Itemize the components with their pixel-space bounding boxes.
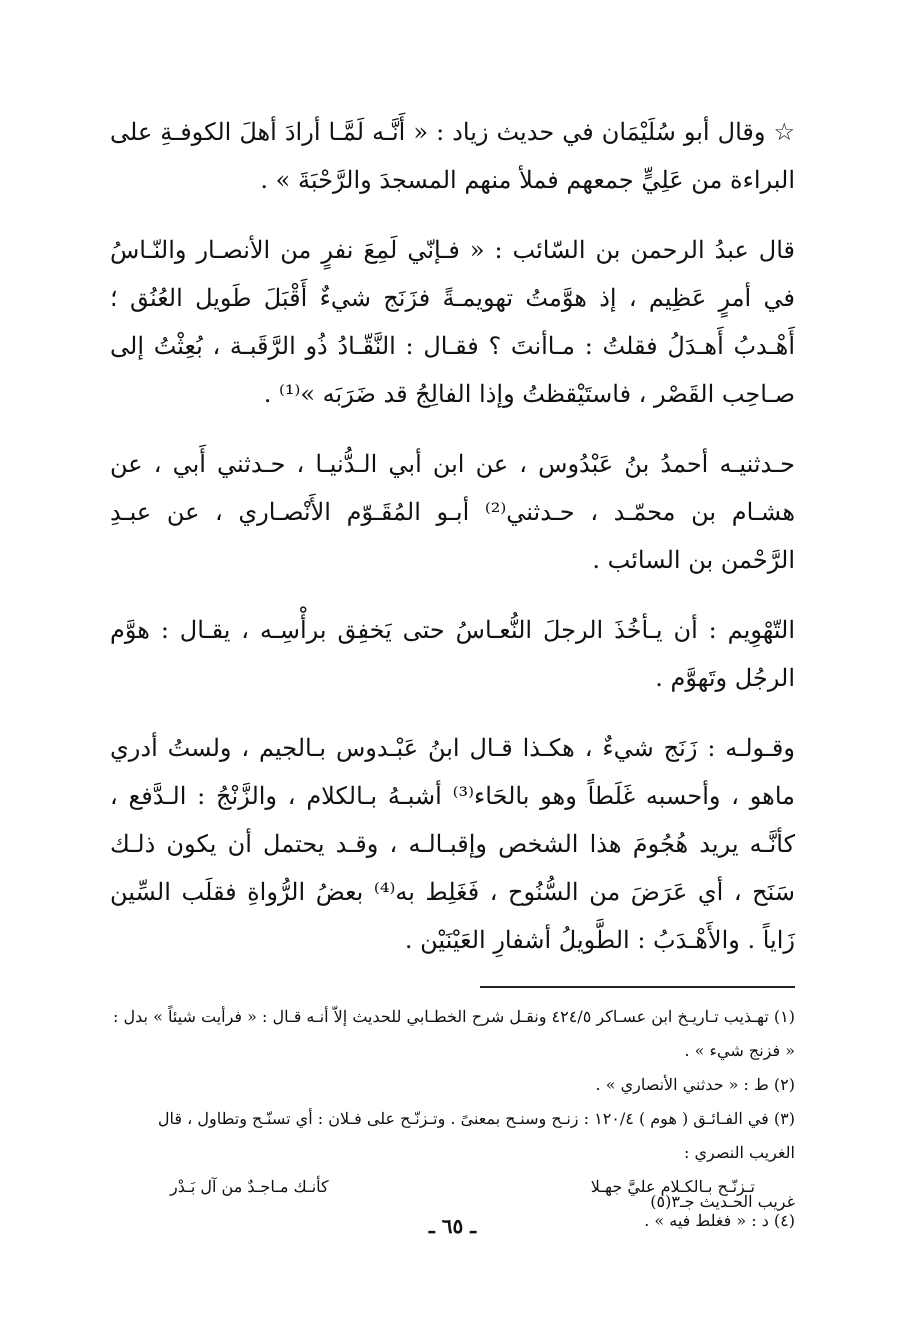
paragraph-5: وقـولـه : زَنَج شيءٌ ، هكـذا قـال ابنُ عَبْـدوس بـالجيم ، ولستُ أدري ماهو ، وأحسبه غَلَطاً وهو بالحَاء⁽³⁾ أشبـهُ بـالكلام ، والزَّنْجُ : الـدَّفع ، كأنَّـه يريد هُجُومَ هذا الشخص وإقبـالـه ، وقـد يحتمل أن يكون ذلـك سَنَح ، أي عَرَضَ من السُّنُوح ، فَغَلِط به⁽⁴⁾ بعضُ الرُّواةِ فقلَب السِّين زَاياً . والأَهْـدَبُ : الطَّويلُ أشفارِ العَيْنَيْن . [110, 734, 796, 954]
footnote-1: (١) تهـذيب تـاريـخ ابن عسـاكر ٤٢٤/٥ ونقـل شرح الخطـابي للحديث إلاّ أنـه قـال : « فرأيت شيئاً » بدل : « فزنج شيء » . [113, 1007, 795, 1060]
verse-second-hemistich: كأنـك مـاجـدٌ من آل بَـدْر [170, 1177, 329, 1196]
paragraph-2: قال عبدُ الرحمن بن السّائب : « فـإنّي لَمِعَ نفرٍ من الأنصـار والنّـاسُ في أمرٍ عَظِيم ، إذ هوَّمتُ تهويمـةً فزَنَج شيءٌ أَقْبَلَ طَويل العُنُق ؛ أَهْـدبُ أَهـدَلُ فقلتُ : مـاأنتَ ؟ فقـال : النَّقّـادُ ذُو الرَّقَبـة ، بُعِثْتُ إلى صـاحِب القَصْر ، فاستَيْقظتُ وإذا الفالِجُ قد ضَرَبَه »⁽¹⁾ . [110, 236, 795, 408]
main-text [110, 108, 795, 964]
paragraph-3: حـدثنيـه أحمدُ بنُ عَبْدُوس ، عن ابن أبي الـدُّنيـا ، حـدثني أَبي ، عن هشـام بن محمّـد ، حـدثني⁽²⁾ أبـو المُقَـوّم الأَنْصـاري ، عن عبـدِ الرَّحْمن بن السائب . [110, 450, 795, 574]
verse-first-hemistich: تـزنّـح بـالكـلام عليَّ جهـلا [590, 1177, 755, 1196]
page-number: ـ ٦٥ ـ [428, 1214, 477, 1238]
paragraph-4: التّهْوِيم : أن يـأخُذَ الرجلَ النُّعـاسُ حتى يَخفِق برأْسِـه ، يقـال : هوَّم الرجُل وتَهوَّم . [110, 616, 795, 692]
footnote-3: (٣) في الفـائـق ( هوم ) ١٢٠/٤ : زنـح وسنـح بمعنىً . وتـزنّـح على فـلان : أي تسنّـح وتطاول ، قال الغريب النصري : [157, 1109, 795, 1162]
footnote-2: (٢) ط : « حدثني الأنصاري » . [595, 1075, 795, 1094]
paragraph-1: ☆ وقال أبو سُلَيْمَان في حديث زياد : « أَنَّـه لَمَّـا أرادَ أهلَ الكوفـةِ على البراءة من عَلِيٍّ جمعهم فملأ منهم المسجدَ والرَّحْبَةَ » . [110, 118, 795, 194]
footnote-divider [480, 986, 795, 988]
footnote-4: (٤) د : « فغلط فيه » . [644, 1211, 795, 1230]
page-body [110, 108, 795, 1238]
book-title: غريب الحـديث جـ٣(٥) [650, 1192, 795, 1211]
